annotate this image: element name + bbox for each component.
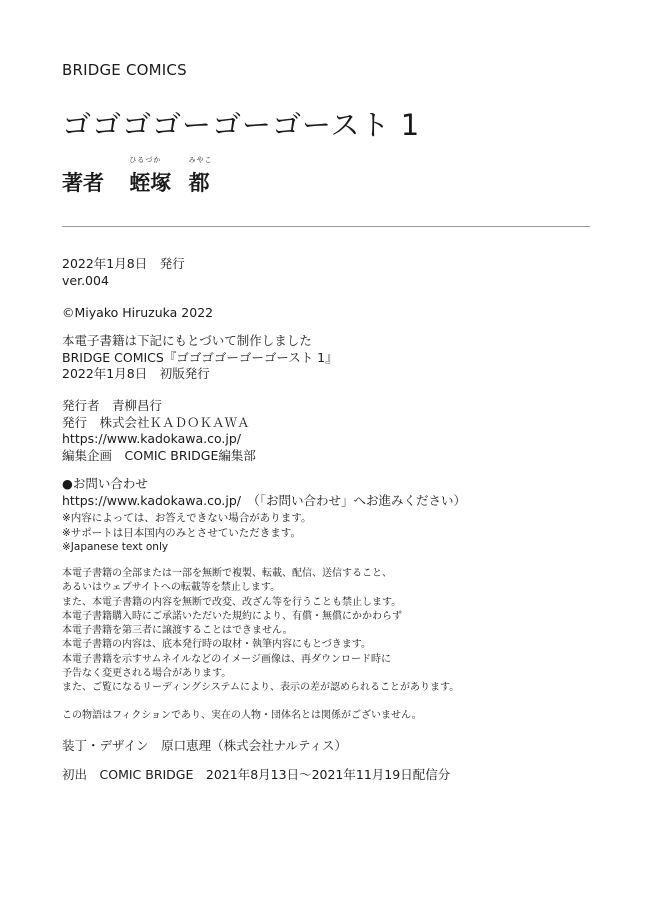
design-credit-block	[62, 738, 347, 755]
design-credit: 装丁・デザイン 原口恵理（株式会社ナルティス）	[62, 738, 348, 753]
edition-version: ver.004	[62, 272, 109, 288]
source-line: 本電子書籍は下記にもとづいて制作しました	[62, 333, 312, 348]
legal-line: また、ご覧になるリーディングシステムにより、表示の差が認められることがあります。	[62, 682, 460, 694]
source-line: 2022年1月8日 初版発行	[62, 366, 210, 381]
legal-line: あるいはウェブサイトへの転載等を禁止します。	[62, 582, 281, 594]
author-label: 著者	[62, 171, 104, 195]
first-published: 初出 COMIC BRIDGE 2021年8月13日～2021年11月19日配信分	[62, 767, 451, 782]
edition-date: 2022年1月8日 発行	[62, 256, 185, 271]
author-family-text: 蛭塚	[129, 171, 172, 195]
inquiry-note: ※内容によっては、お答えできない場合があります。	[62, 512, 312, 524]
credit-line: 発行者 青柳昌行	[62, 398, 163, 413]
legal-notice	[62, 567, 459, 696]
author-family-ruby: ひるづか	[129, 156, 162, 164]
copyright: ©Miyako Hiruzuka 2022	[62, 305, 214, 320]
legal-line: 本電子書籍を第三者に譲渡することはできません。	[62, 625, 293, 637]
author-line	[62, 156, 213, 197]
inquiry-url[interactable]: https://www.kadokawa.co.jp/ （「お問い合わせ」へお進みください）	[62, 492, 466, 508]
source-line: BRIDGE COMICS『ゴゴゴゴーゴーゴースト 1』	[62, 349, 338, 365]
inquiry-note: ※サポートは日本国内のみとさせていただきます。	[62, 526, 301, 539]
edition-block	[62, 256, 185, 289]
fiction-notice-block	[62, 709, 422, 723]
author-family-name	[129, 156, 172, 197]
credit-line: 発行 株式会社ＫＡＤＯＫＡＷＡ	[62, 414, 250, 430]
inquiry-note: ※Japanese text only	[62, 541, 169, 553]
author-given-name	[188, 156, 213, 197]
credits-block	[62, 398, 256, 464]
credit-line[interactable]: https://www.kadokawa.co.jp/	[62, 431, 241, 446]
inquiry-heading: ●お問い合わせ	[62, 476, 148, 491]
author-given-text: 都	[188, 171, 210, 195]
legal-line: 本電子書籍の全部または一部を無断で複製、転載、配信、送信すること、	[62, 568, 392, 579]
fiction-notice: この物語はフィクションであり、実在の人物・団体名とは関係がございません。	[62, 710, 422, 721]
legal-line: また、本電子書籍の内容を無断で改変、改ざん等を行うことも禁止します。	[62, 596, 402, 608]
first-published-block	[62, 767, 450, 784]
divider	[62, 226, 590, 227]
author-name	[129, 156, 213, 197]
publisher-label: BRIDGE COMICS	[62, 61, 187, 79]
author-given-ruby: みやこ	[188, 156, 213, 164]
inquiry-notes	[62, 511, 311, 555]
source-block	[62, 333, 338, 383]
book-title: ゴゴゴゴーゴーゴースト 1	[62, 108, 421, 142]
credit-line: 編集企画 COMIC BRIDGE編集部	[62, 447, 256, 463]
legal-line: 本電子書籍購入時にご承諾いただいた規約により、有償・無償にかかわらず	[62, 610, 402, 622]
legal-line: 本電子書籍を示すサムネイルなどのイメージ画像は、再ダウンロード時に	[62, 653, 391, 665]
copyright-block	[62, 305, 213, 322]
legal-line: 本電子書籍の内容は、底本発行時の取材・執筆内容にもとづきます。	[62, 639, 371, 651]
inquiry-block	[62, 476, 466, 509]
legal-line: 予告なく変更される場合があります。	[62, 668, 232, 680]
